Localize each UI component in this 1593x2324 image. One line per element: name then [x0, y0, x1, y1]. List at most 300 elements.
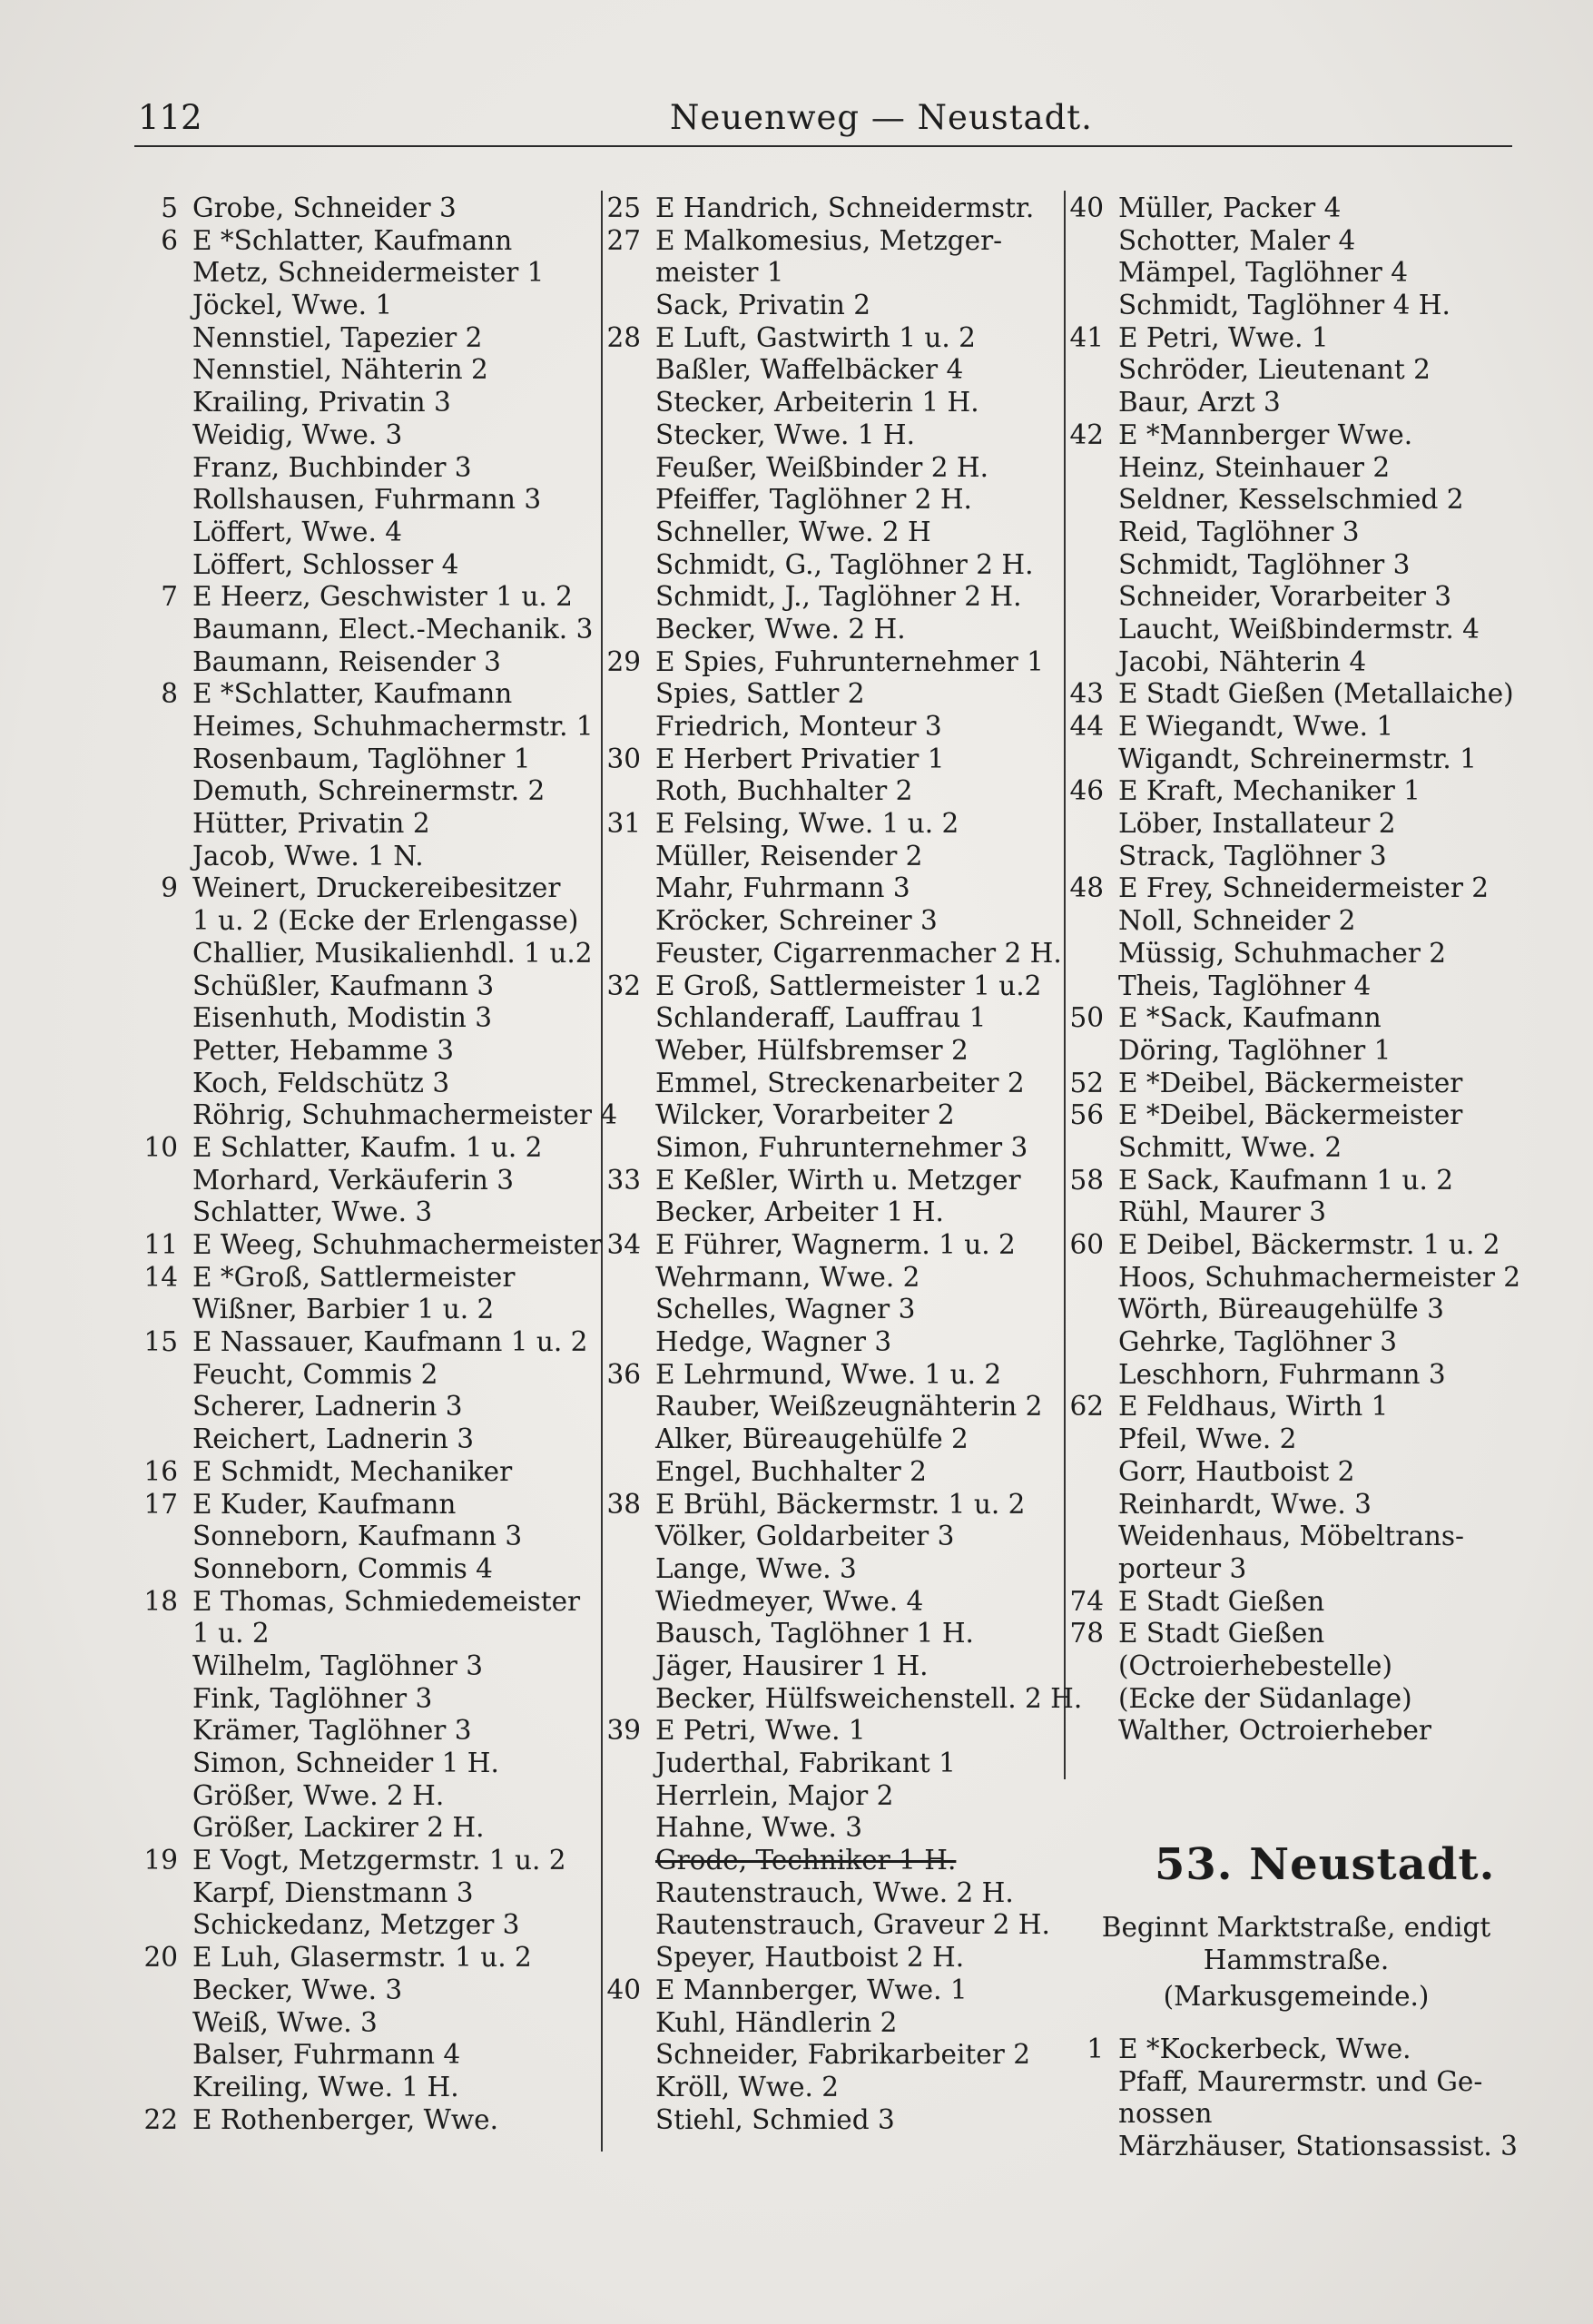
house-number: 30 — [606, 743, 641, 774]
directory-entry — [655, 841, 1082, 873]
house-number: 29 — [606, 645, 641, 677]
resident-text: Reinhardt, Wwe. 3 — [1118, 1488, 1372, 1520]
directory-entry — [192, 452, 617, 485]
resident-text: Schotter, Maler 4 — [1118, 224, 1356, 256]
directory-entry — [1118, 938, 1520, 970]
directory-entry — [655, 711, 1082, 743]
resident-text: E Mannberger, Wwe. 1 — [655, 1974, 968, 2005]
resident-text: nossen — [1118, 2098, 1213, 2130]
resident-text: Rosenbaum, Taglöhner 1 — [192, 743, 531, 774]
resident-text: Spies, Sattler 2 — [655, 678, 865, 710]
directory-entry — [606, 1229, 1082, 1262]
resident-text: Gehrke, Taglöhner 3 — [1118, 1326, 1397, 1358]
directory-entry — [143, 1585, 617, 1619]
resident-text: Rühl, Maurer 3 — [1118, 1196, 1326, 1228]
directory-entry — [1118, 2098, 1518, 2131]
house-number: 52 — [1069, 1067, 1104, 1098]
house-number: 28 — [606, 321, 641, 353]
house-number: 9 — [161, 872, 178, 904]
directory-entry — [1069, 775, 1520, 808]
resident-text: Wilhelm, Taglöhner 3 — [192, 1649, 484, 1681]
directory-entry — [655, 1618, 1082, 1650]
house-number: 25 — [606, 192, 641, 223]
directory-entry — [1069, 192, 1520, 225]
house-number: 32 — [606, 970, 641, 1001]
directory-entry — [655, 1456, 1082, 1489]
resident-text: Kröll, Wwe. 2 — [655, 2071, 840, 2102]
resident-text: Heinz, Steinhauer 2 — [1118, 451, 1391, 483]
resident-text: Krämer, Taglöhner 3 — [192, 1715, 472, 1747]
resident-text: Lange, Wwe. 3 — [655, 1552, 857, 1584]
directory-entry — [143, 1131, 617, 1165]
resident-text: Scherer, Ladnerin 3 — [192, 1391, 463, 1423]
resident-text: Röhrig, Schuhmachermeister 4 — [192, 1099, 618, 1131]
house-number: 41 — [1069, 321, 1104, 353]
directory-entry — [192, 290, 617, 322]
resident-text: Sonneborn, Kaufmann 3 — [192, 1521, 523, 1552]
directory-entry — [192, 1099, 617, 1132]
resident-text: E *Schlatter, Kaufmann — [192, 224, 513, 256]
resident-text: Alker, Büreaugehülfe 2 — [655, 1423, 969, 1455]
house-number: 20 — [143, 1942, 178, 1974]
resident-text: Weidig, Wwe. 3 — [192, 419, 403, 450]
directory-entry — [606, 1715, 1082, 1748]
resident-text: Petter, Hebamme 3 — [192, 1034, 454, 1066]
directory-entry — [1069, 1164, 1520, 1197]
directory-entry — [1118, 581, 1520, 614]
resident-text: E Sack, Kaufmann 1 u. 2 — [1118, 1164, 1454, 1196]
resident-text: Hütter, Privatin 2 — [192, 808, 430, 840]
directory-entry — [192, 1553, 617, 1586]
directory-entry — [1069, 1618, 1520, 1650]
resident-text: Stecker, Wwe. 1 H. — [655, 419, 916, 450]
house-number: 44 — [1069, 711, 1104, 742]
resident-text: Müssig, Schuhmacher 2 — [1118, 937, 1447, 969]
directory-entry — [192, 743, 617, 776]
directory-entry — [1069, 419, 1520, 452]
directory-entry — [655, 549, 1082, 582]
resident-text: E Führer, Wagnerm. 1 u. 2 — [655, 1229, 1016, 1260]
directory-entry — [192, 354, 617, 387]
resident-text: Wörth, Büreaugehülfe 3 — [1118, 1294, 1444, 1325]
directory-entry — [655, 1035, 1082, 1068]
directory-entry — [1118, 1132, 1520, 1165]
directory-entry — [192, 1877, 617, 1910]
directory-entry — [192, 1521, 617, 1553]
house-number: 40 — [1069, 192, 1104, 223]
directory-entry — [1118, 1683, 1520, 1716]
resident-text: E *Sack, Kaufmann — [1118, 1002, 1382, 1034]
resident-text: Emmel, Streckenarbeiter 2 — [655, 1067, 1025, 1098]
resident-text: Krailing, Privatin 3 — [192, 387, 451, 419]
resident-text: E Luft, Gastwirth 1 u. 2 — [655, 321, 976, 353]
directory-entry — [192, 549, 617, 582]
directory-entry — [1118, 452, 1520, 485]
resident-text: E Lehrmund, Wwe. 1 u. 2 — [655, 1358, 1002, 1390]
directory-entry — [606, 1488, 1082, 1521]
directory-entry — [161, 872, 617, 905]
resident-text: E Handrich, Schneidermstr. — [655, 192, 1035, 223]
resident-text: Becker, Wwe. 3 — [192, 1974, 403, 2005]
directory-entry — [192, 938, 617, 970]
resident-text: Nennstiel, Tapezier 2 — [192, 321, 483, 353]
directory-entry — [192, 257, 617, 290]
resident-text: Becker, Hülfsweichenstell. 2 H. — [655, 1682, 1083, 1714]
directory-entry — [1069, 1099, 1520, 1132]
directory-entry — [655, 419, 1082, 452]
resident-text: E Keßler, Wirth u. Metzger — [655, 1164, 1021, 1196]
directory-entry — [192, 1812, 617, 1845]
directory-entry — [606, 1974, 1082, 2007]
directory-entry — [1118, 225, 1520, 258]
house-number: 58 — [1069, 1164, 1104, 1196]
resident-text: Hedge, Wagner 3 — [655, 1326, 892, 1358]
directory-entry — [192, 1068, 617, 1100]
directory-entry — [192, 711, 617, 743]
house-number: 46 — [1069, 775, 1104, 807]
column-3 — [1069, 192, 1521, 1748]
directory-entry — [655, 1909, 1082, 1942]
resident-text: Löber, Installateur 2 — [1118, 808, 1396, 840]
directory-entry — [192, 387, 617, 419]
directory-entry — [192, 1650, 617, 1683]
resident-text: E Malkomesius, Metzger- — [655, 224, 1003, 256]
resident-text: Kuhl, Händlerin 2 — [655, 2006, 898, 2038]
house-number: 42 — [1069, 419, 1104, 450]
section-description-line: Hammstraße. — [1203, 1945, 1390, 1975]
directory-entry — [655, 1391, 1082, 1423]
directory-entry — [192, 2039, 617, 2072]
resident-text: E Stadt Gießen (Metallaiche) — [1118, 678, 1514, 710]
resident-text: porteur 3 — [1118, 1552, 1247, 1584]
resident-text: Schlatter, Wwe. 3 — [192, 1196, 433, 1228]
directory-entry — [143, 1261, 617, 1295]
resident-text: Rautenstrauch, Graveur 2 H. — [655, 1909, 1050, 1941]
resident-text: Baur, Arzt 3 — [1118, 387, 1281, 419]
resident-text: Jacobi, Nähterin 4 — [1118, 645, 1367, 677]
resident-text: Jacob, Wwe. 1 N. — [192, 840, 424, 872]
column-1 — [143, 192, 618, 2136]
resident-text: Weidenhaus, Möbeltrans- — [1118, 1521, 1465, 1552]
directory-entry — [192, 970, 617, 1003]
house-number: 33 — [606, 1164, 641, 1196]
house-number: 50 — [1069, 1002, 1104, 1034]
house-number: 48 — [1069, 872, 1104, 904]
directory-entry — [655, 387, 1082, 419]
resident-text: Rauber, Weißzeugnähterin 2 — [655, 1391, 1043, 1423]
directory-entry — [1069, 1067, 1520, 1100]
directory-entry — [192, 2072, 617, 2104]
resident-text: Schmidt, J., Taglöhner 2 H. — [655, 581, 1022, 613]
section-description-line: Beginnt Marktstraße, endigt — [1101, 1912, 1491, 1943]
directory-entry — [192, 1002, 617, 1035]
resident-text: Schmitt, Wwe. 2 — [1118, 1131, 1342, 1163]
directory-entry — [655, 1748, 1082, 1780]
directory-entry — [655, 1294, 1082, 1326]
resident-text: E Stadt Gießen — [1118, 1585, 1325, 1617]
directory-entry — [606, 192, 1082, 225]
directory-entry — [192, 517, 617, 549]
resident-text: Speyer, Hautboist 2 H. — [655, 1942, 965, 1974]
directory-entry — [655, 1262, 1082, 1295]
house-number: 22 — [143, 2103, 178, 2135]
resident-text: E Frey, Schneidermeister 2 — [1118, 872, 1490, 904]
resident-text: Stecker, Arbeiterin 1 H. — [655, 387, 979, 419]
resident-text: Metz, Schneidermeister 1 — [192, 257, 545, 289]
directory-entry — [1069, 1229, 1520, 1262]
directory-entry — [1118, 1489, 1520, 1521]
directory-entry — [143, 1845, 617, 1877]
resident-text: Theis, Taglöhner 4 — [1118, 970, 1372, 1001]
resident-text: Nennstiel, Nähterin 2 — [192, 354, 488, 386]
section-title: 53. Neustadt. — [1155, 1839, 1496, 1890]
directory-entry — [655, 1132, 1082, 1165]
directory-entry — [192, 1391, 617, 1423]
directory-entry — [192, 322, 617, 355]
house-number: 1 — [1087, 2034, 1104, 2064]
resident-text: Schüßler, Kaufmann 3 — [192, 970, 495, 1001]
resident-text: E Nassauer, Kaufmann 1 u. 2 — [192, 1326, 588, 1358]
directory-entry — [655, 1002, 1082, 1035]
resident-text: Jäger, Hausirer 1 H. — [655, 1649, 929, 1681]
resident-text: E Herbert Privatier 1 — [655, 743, 945, 774]
resident-text: Laucht, Weißbindermstr. 4 — [1118, 613, 1480, 645]
directory-entry — [143, 1326, 617, 1359]
directory-entry — [1118, 743, 1520, 776]
resident-text: Hahne, Wwe. 3 — [655, 1812, 863, 1844]
header-rule — [134, 145, 1512, 147]
directory-entry — [655, 678, 1082, 711]
directory-entry — [655, 581, 1082, 614]
directory-entry — [1118, 549, 1520, 582]
directory-entry — [655, 2039, 1082, 2072]
resident-text: Strack, Taglöhner 3 — [1118, 840, 1387, 872]
directory-entry — [1118, 1262, 1520, 1295]
directory-entry — [143, 1488, 617, 1521]
resident-text: Koch, Feldschütz 3 — [192, 1067, 450, 1098]
resident-text: E *Kockerbeck, Wwe. — [1118, 2034, 1411, 2064]
resident-text: Pfeiffer, Taglöhner 2 H. — [655, 484, 972, 516]
resident-text: E *Deibel, Bäckermeister — [1118, 1067, 1463, 1098]
house-number: 38 — [606, 1488, 641, 1520]
directory-entry — [192, 1423, 617, 1456]
directory-entry — [606, 645, 1082, 679]
directory-entry — [192, 2007, 617, 2040]
directory-entry — [655, 1650, 1082, 1683]
resident-text: E Petri, Wwe. 1 — [655, 1715, 866, 1747]
directory-entry — [655, 872, 1082, 905]
resident-text: Reid, Taglöhner 3 — [1118, 516, 1360, 547]
directory-entry — [192, 1035, 617, 1068]
resident-text: Becker, Arbeiter 1 H. — [655, 1196, 944, 1228]
house-number: 62 — [1069, 1391, 1104, 1423]
resident-text: Löffert, Schlosser 4 — [192, 548, 459, 580]
directory-entry — [655, 905, 1082, 938]
resident-text: Schelles, Wagner 3 — [655, 1294, 916, 1325]
directory-entry — [655, 290, 1082, 322]
directory-entry — [655, 1423, 1082, 1456]
directory-entry — [1118, 808, 1520, 841]
resident-text: Demuth, Schreinermstr. 2 — [192, 775, 546, 807]
resident-text: E Luh, Glasermstr. 1 u. 2 — [192, 1942, 532, 1974]
directory-entry — [606, 1164, 1082, 1197]
resident-text: E Brühl, Bäckermstr. 1 u. 2 — [655, 1488, 1026, 1520]
resident-text: Simon, Fuhrunternehmer 3 — [655, 1131, 1028, 1163]
house-number: 27 — [606, 224, 641, 256]
directory-entry — [655, 614, 1082, 646]
directory-entry — [192, 614, 617, 646]
resident-text: Schickedanz, Metzger 3 — [192, 1909, 520, 1941]
directory-entry — [1118, 517, 1520, 549]
house-number: 16 — [143, 1455, 178, 1487]
directory-entry — [192, 1683, 617, 1716]
directory-entry — [1118, 1294, 1520, 1326]
directory-entry — [192, 808, 617, 841]
resident-text: Mämpel, Taglöhner 4 — [1118, 257, 1409, 289]
directory-entry — [1118, 841, 1520, 873]
house-number: 11 — [143, 1229, 178, 1260]
directory-entry — [1118, 1456, 1520, 1489]
directory-entry — [1069, 678, 1520, 711]
resident-text: E Rothenberger, Wwe. — [192, 2103, 499, 2135]
directory-entry — [1118, 354, 1520, 387]
resident-text: E Spies, Fuhrunternehmer 1 — [655, 645, 1044, 677]
directory-entry — [1118, 1553, 1520, 1586]
resident-text: Fink, Taglöhner 3 — [192, 1682, 433, 1714]
directory-entry — [1118, 1715, 1520, 1748]
resident-text: E Heerz, Geschwister 1 u. 2 — [192, 581, 573, 613]
directory-entry — [192, 1909, 617, 1942]
directory-entry — [192, 419, 617, 452]
resident-text: 1 u. 2 (Ecke der Erlengasse) — [192, 905, 579, 937]
resident-text: E Groß, Sattlermeister 1 u.2 — [655, 970, 1042, 1001]
directory-entry — [192, 1748, 617, 1780]
house-number: 78 — [1069, 1618, 1104, 1649]
directory-entry — [1069, 711, 1520, 743]
resident-text: E Schmidt, Mechaniker — [192, 1455, 513, 1487]
directory-entry — [161, 192, 617, 225]
directory-entry — [655, 1942, 1082, 1974]
resident-text: E Schlatter, Kaufm. 1 u. 2 — [192, 1131, 543, 1163]
resident-text: Rautenstrauch, Wwe. 2 H. — [655, 1876, 1014, 1908]
resident-text: Schneider, Fabrikarbeiter 2 — [655, 2039, 1030, 2071]
parish-note: (Markusgemeinde.) — [1163, 1981, 1430, 2012]
house-number: 19 — [143, 1845, 178, 1876]
resident-text: E Stadt Gießen — [1118, 1618, 1325, 1649]
resident-text: Wilcker, Vorarbeiter 2 — [655, 1099, 955, 1131]
directory-entry — [655, 1845, 1082, 1877]
resident-text: Morhard, Verkäuferin 3 — [192, 1164, 515, 1196]
resident-text: Baumann, Reisender 3 — [192, 645, 501, 677]
resident-text: Größer, Lackirer 2 H. — [192, 1812, 485, 1844]
resident-text: Jöckel, Wwe. 1 — [192, 290, 393, 321]
directory-entry — [606, 224, 1082, 258]
directory-entry — [1069, 321, 1520, 355]
resident-text: Grode, Techniker 1 H. — [655, 1845, 957, 1876]
resident-text: Löffert, Wwe. 4 — [192, 516, 403, 547]
directory-entry — [655, 1586, 1082, 1619]
directory-entry — [1118, 290, 1520, 322]
resident-text: Sonneborn, Commis 4 — [192, 1552, 493, 1584]
column-3-section-53 — [1087, 2034, 1518, 2163]
directory-entry — [1069, 1391, 1520, 1423]
resident-text: meister 1 — [655, 257, 784, 289]
resident-text: E *Mannberger Wwe. — [1118, 419, 1413, 450]
resident-text: Reichert, Ladnerin 3 — [192, 1423, 474, 1455]
directory-entry — [1118, 2131, 1518, 2163]
resident-text: E Weeg, Schuhmachermeister — [192, 1229, 603, 1260]
resident-text: Schmidt, Taglöhner 4 H. — [1118, 290, 1450, 321]
page-title: Neuenweg — Neustadt. — [670, 98, 1093, 137]
directory-entry — [655, 1683, 1082, 1716]
directory-entry — [655, 938, 1082, 970]
resident-text: E Kraft, Mechaniker 1 — [1118, 775, 1421, 807]
house-number: 56 — [1069, 1099, 1104, 1131]
directory-entry — [192, 1165, 617, 1197]
resident-text: E Kuder, Kaufmann — [192, 1488, 457, 1520]
directory-entry — [1118, 1650, 1520, 1683]
directory-entry — [655, 2104, 1082, 2137]
directory-entry — [655, 484, 1082, 517]
directory-entry — [1087, 2034, 1518, 2066]
directory-entry — [192, 1294, 617, 1326]
resident-text: Schröder, Lieutenant 2 — [1118, 354, 1431, 386]
directory-entry — [1118, 1359, 1520, 1392]
directory-entry — [1118, 970, 1520, 1003]
directory-entry — [655, 1326, 1082, 1359]
directory-entry — [1069, 872, 1520, 905]
resident-text: 1 u. 2 — [192, 1618, 270, 1649]
directory-entry — [606, 743, 1082, 776]
directory-entry — [1118, 387, 1520, 419]
directory-entry — [1118, 1196, 1520, 1229]
directory-entry — [655, 1521, 1082, 1553]
directory-entry — [655, 2007, 1082, 2040]
resident-text: Sack, Privatin 2 — [655, 290, 871, 321]
directory-entry — [143, 2103, 617, 2137]
page-number: 112 — [138, 98, 202, 137]
house-number: 31 — [606, 808, 641, 840]
house-number: 5 — [161, 192, 178, 223]
directory-entry — [1118, 1326, 1520, 1359]
resident-text: Rollshausen, Fuhrmann 3 — [192, 484, 542, 516]
resident-text: E Vogt, Metzgermstr. 1 u. 2 — [192, 1845, 566, 1876]
resident-text: Schlanderaff, Lauffrau 1 — [655, 1002, 987, 1034]
resident-text: Größer, Wwe. 2 H. — [192, 1779, 445, 1811]
resident-text: Heimes, Schuhmachermstr. 1 — [192, 711, 594, 742]
resident-text: Wißner, Barbier 1 u. 2 — [192, 1294, 495, 1325]
directory-entry — [655, 1877, 1082, 1910]
resident-text: Kröcker, Schreiner 3 — [655, 905, 938, 937]
resident-text: Balser, Fuhrmann 4 — [192, 2039, 461, 2071]
resident-text: Herrlein, Major 2 — [655, 1779, 894, 1811]
directory-entry — [655, 354, 1082, 387]
directory-entry — [655, 1068, 1082, 1100]
directory-entry — [1118, 905, 1520, 938]
directory-entry — [192, 905, 617, 938]
resident-text: Becker, Wwe. 2 H. — [655, 613, 906, 645]
directory-entry — [192, 1974, 617, 2007]
directory-entry — [606, 808, 1082, 841]
column-2 — [606, 192, 1083, 2136]
resident-text: E *Groß, Sattlermeister — [192, 1261, 516, 1293]
directory-entry — [192, 1780, 617, 1813]
house-number: 39 — [606, 1715, 641, 1747]
resident-text: Noll, Schneider 2 — [1118, 905, 1356, 937]
directory-entry — [161, 224, 617, 258]
resident-text: Kreiling, Wwe. 1 H. — [192, 2071, 459, 2102]
house-number: 43 — [1069, 678, 1104, 710]
